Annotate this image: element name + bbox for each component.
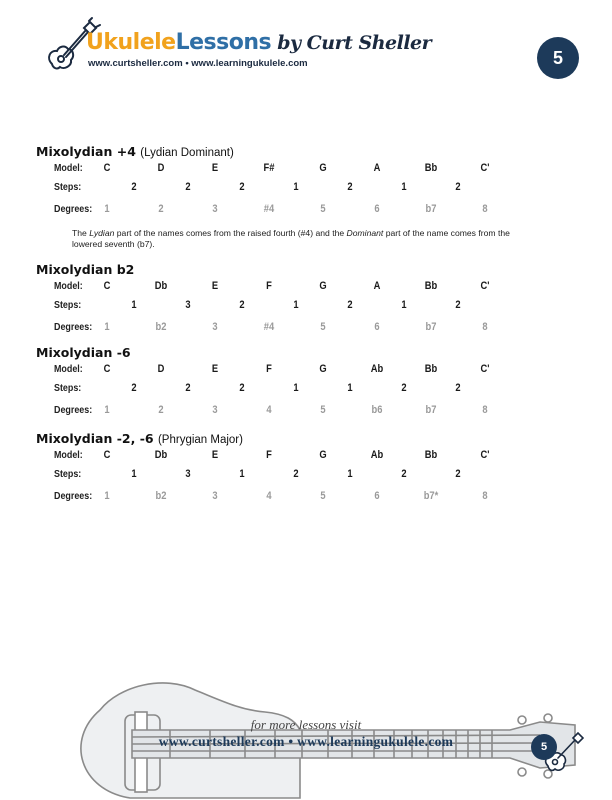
degree-cell: 4 <box>266 490 272 502</box>
scale-title <box>36 431 243 446</box>
note-cell: Bb <box>424 280 438 292</box>
degree-cell: 3 <box>212 490 218 502</box>
step-cell: 2 <box>239 299 245 311</box>
step-cell: 1 <box>293 382 299 394</box>
scale-title-text: Mixolydian +4 <box>36 144 136 159</box>
note-cell: C <box>103 280 111 292</box>
degree-cell: 3 <box>212 404 218 416</box>
brand-author: by Curt Sheller <box>271 32 432 54</box>
step-cell: 2 <box>293 468 299 480</box>
steps-label: Steps: <box>54 299 82 311</box>
brand-title <box>86 30 431 55</box>
brand-lessons: Lessons <box>175 30 272 55</box>
degree-cell: 1 <box>104 203 110 215</box>
note-cell: C <box>103 162 111 174</box>
note-cell: C' <box>480 280 490 292</box>
degree-cell: b2 <box>155 321 167 333</box>
degree-cell: 2 <box>158 404 164 416</box>
note-cell: A <box>373 280 381 292</box>
note-cell: C <box>103 363 111 375</box>
note-cell: Ab <box>370 449 384 461</box>
note-cell: Bb <box>424 449 438 461</box>
scale-title-text: Mixolydian b2 <box>36 262 135 277</box>
note-cell: Db <box>154 449 168 461</box>
scale-subtitle: (Phrygian Major) <box>157 434 243 446</box>
step-cell: 2 <box>185 382 191 394</box>
note-cell: E <box>211 363 219 375</box>
model-label: Model: <box>54 280 83 292</box>
step-cell: 2 <box>455 299 461 311</box>
model-label: Model: <box>54 162 83 174</box>
note-cell: Bb <box>424 363 438 375</box>
degree-cell: 6 <box>374 490 380 502</box>
note-cell: D <box>157 363 165 375</box>
step-cell: 2 <box>185 181 191 193</box>
degree-cell: 8 <box>482 203 488 215</box>
degree-cell: 8 <box>482 404 488 416</box>
scale-subtitle: (Lydian Dominant) <box>140 147 234 159</box>
degree-cell: b7 <box>425 203 437 215</box>
step-cell: 2 <box>239 181 245 193</box>
degree-cell: 8 <box>482 321 488 333</box>
degree-cell: 1 <box>104 404 110 416</box>
note-cell: F <box>266 449 272 461</box>
note-cell: Db <box>154 280 168 292</box>
model-label: Model: <box>54 449 83 461</box>
footer-urls: www.curtsheller.com • www.learningukulele.com <box>158 734 454 749</box>
degree-cell: #4 <box>263 321 275 333</box>
step-cell: 1 <box>347 468 353 480</box>
brand-ukulele: Ukulele <box>86 30 176 55</box>
step-cell: 2 <box>239 382 245 394</box>
note-cell: C' <box>480 449 490 461</box>
steps-label: Steps: <box>54 382 82 394</box>
degree-cell: 6 <box>374 203 380 215</box>
degree-cell: 5 <box>320 203 326 215</box>
step-cell: 1 <box>401 299 407 311</box>
degree-cell: 2 <box>158 203 164 215</box>
degree-cell: 5 <box>320 321 326 333</box>
step-cell: 2 <box>401 382 407 394</box>
header-urls: www.curtsheller.com • www.learningukulele.com <box>88 58 308 69</box>
note-cell: G <box>319 162 327 174</box>
scale-title <box>36 345 131 360</box>
degree-cell: b2 <box>155 490 167 502</box>
degree-cell: 6 <box>374 321 380 333</box>
page-number-badge: 5 <box>537 37 579 79</box>
scale-title <box>36 144 234 159</box>
scale-title <box>36 262 134 277</box>
step-cell: 2 <box>131 181 137 193</box>
note-cell: D <box>157 162 165 174</box>
note-cell: Bb <box>424 162 438 174</box>
degrees-label: Degrees: <box>54 321 93 333</box>
step-cell: 1 <box>131 468 137 480</box>
degrees-label: Degrees: <box>54 203 93 215</box>
degree-cell: b7 <box>425 321 437 333</box>
degree-cell: b7* <box>423 490 439 502</box>
note-cell: G <box>319 449 327 461</box>
step-cell: 2 <box>455 382 461 394</box>
degree-cell: 4 <box>266 404 272 416</box>
step-cell: 2 <box>347 299 353 311</box>
degree-cell: 5 <box>320 490 326 502</box>
note-cell: Ab <box>370 363 384 375</box>
degree-cell: 5 <box>320 404 326 416</box>
degree-cell: 1 <box>104 321 110 333</box>
step-cell: 2 <box>455 181 461 193</box>
step-cell: 2 <box>131 382 137 394</box>
steps-label: Steps: <box>54 181 82 193</box>
scale-title-text: Mixolydian -6 <box>36 345 131 360</box>
note-cell: F# <box>263 162 275 174</box>
note-cell: A <box>373 162 381 174</box>
footer-more-lessons: for more lessons visit <box>250 717 362 732</box>
step-cell: 1 <box>293 181 299 193</box>
step-cell: 2 <box>401 468 407 480</box>
steps-label: Steps: <box>54 468 82 480</box>
explanation-note: The Lydian part of the names comes from the raised fourth (#4) and the Dominant part of the name comes from the lowered seventh (b7). <box>72 228 510 249</box>
note-cell: C <box>103 449 111 461</box>
model-label: Model: <box>54 363 83 375</box>
footer-page-number-badge: 5 <box>531 734 557 760</box>
step-cell: 1 <box>239 468 245 480</box>
step-cell: 1 <box>401 181 407 193</box>
note-cell: G <box>319 280 327 292</box>
step-cell: 1 <box>347 382 353 394</box>
step-cell: 1 <box>131 299 137 311</box>
step-cell: 1 <box>293 299 299 311</box>
note-cell: F <box>266 280 272 292</box>
scale-title-text: Mixolydian -2, -6 <box>36 431 154 446</box>
step-cell: 3 <box>185 468 191 480</box>
note-cell: F <box>266 363 272 375</box>
degree-cell: 8 <box>482 490 488 502</box>
degree-cell: b6 <box>371 404 383 416</box>
step-cell: 2 <box>455 468 461 480</box>
note-cell: C' <box>480 363 490 375</box>
degree-cell: 3 <box>212 203 218 215</box>
step-cell: 2 <box>347 181 353 193</box>
degrees-label: Degrees: <box>54 404 93 416</box>
note-cell: C' <box>480 162 490 174</box>
step-cell: 3 <box>185 299 191 311</box>
degree-cell: b7 <box>425 404 437 416</box>
degree-cell: 3 <box>212 321 218 333</box>
note-cell: E <box>211 449 219 461</box>
note-cell: E <box>211 162 219 174</box>
note-cell: G <box>319 363 327 375</box>
degree-cell: #4 <box>263 203 275 215</box>
note-cell: E <box>211 280 219 292</box>
degree-cell: 1 <box>104 490 110 502</box>
degrees-label: Degrees: <box>54 490 93 502</box>
